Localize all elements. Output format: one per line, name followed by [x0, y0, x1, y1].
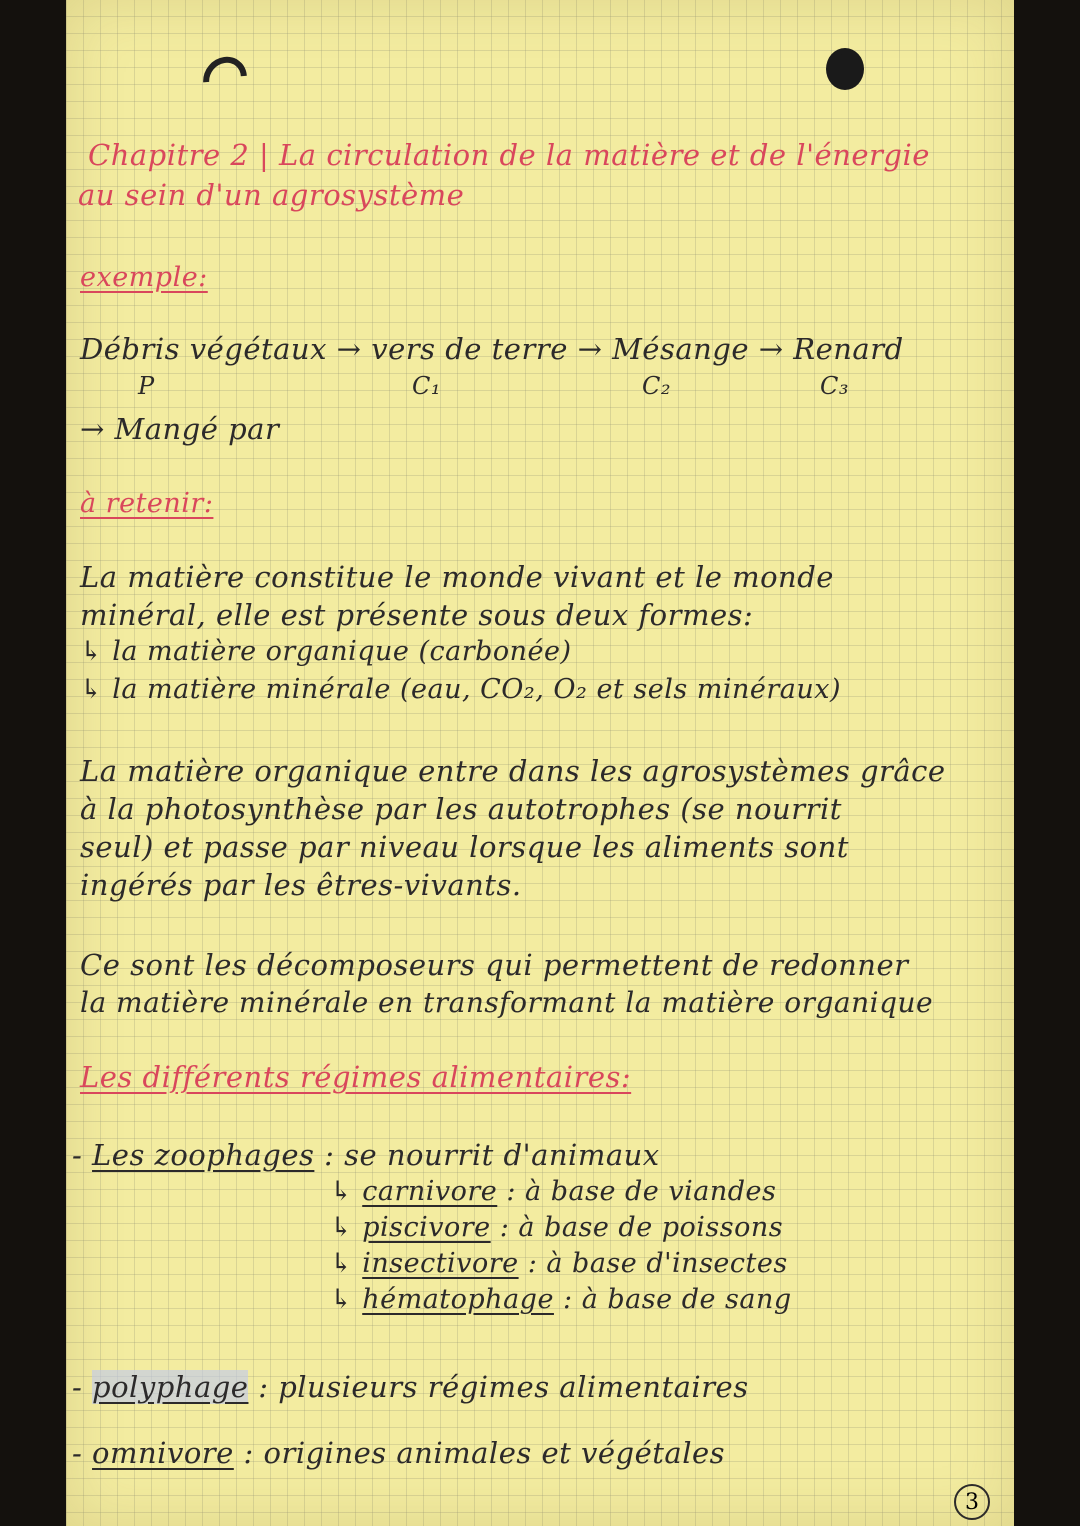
retenir-heading: à retenir: — [80, 488, 214, 519]
para1-line: seul) et passe par niveau lorsque les aliments sont — [80, 830, 849, 864]
polyphage-line: - polyphage : plusieurs régimes alimentaires — [72, 1370, 749, 1404]
chain-label-c1: C₁ — [412, 372, 441, 400]
zoophages-def: : se nourrit d'animaux — [324, 1138, 660, 1172]
diet-term: carnivore — [362, 1176, 498, 1207]
chapter-title-line1: Chapitre 2 | La circulation de la matière et de l'énergie — [88, 138, 930, 172]
diet-term: insectivore — [362, 1248, 519, 1279]
notebook-page — [66, 0, 1014, 1526]
exemple-heading: exemple: — [80, 262, 208, 293]
chain-label-p: P — [138, 372, 155, 400]
omnivore-term: omnivore — [92, 1436, 234, 1470]
regimes-heading: Les différents régimes alimentaires: — [80, 1060, 632, 1094]
retenir-line: ↳ la matière organique (carbonée) — [80, 636, 572, 667]
para1-line: La matière organique entre dans les agrosystèmes grâce — [80, 754, 946, 788]
para1-line: ingérés par les êtres-vivants. — [80, 868, 522, 902]
chain-label-c3: C₃ — [820, 372, 849, 400]
para1-line: à la photosynthèse par les autotrophes (se nourrit — [80, 792, 842, 826]
food-chain: Débris végétaux → vers de terre → Mésange → Renard — [80, 332, 904, 366]
diet-item: ↳ piscivore : à base de poissons — [330, 1212, 784, 1243]
page-number: 3 — [954, 1484, 990, 1520]
zoophages-term: Les zoophages — [92, 1138, 315, 1172]
chain-legend: → Mangé par — [80, 412, 280, 446]
retenir-line: ↳ la matière minérale (eau, CO₂, O₂ et sels minéraux) — [80, 674, 842, 705]
diet-item: ↳ hématophage : à base de sang — [330, 1284, 792, 1315]
chapter-title-line2: au sein d'un agrosystème — [78, 178, 465, 212]
zoophages-line: - Les zoophages : se nourrit d'animaux — [72, 1138, 660, 1172]
chain-label-c2: C₂ — [642, 372, 671, 400]
omnivore-line: - omnivore : origines animales et végétales — [72, 1436, 726, 1470]
diet-item: ↳ insectivore : à base d'insectes — [330, 1248, 788, 1279]
polyphage-term: polyphage — [92, 1370, 249, 1404]
retenir-line: minéral, elle est présente sous deux formes: — [80, 598, 754, 632]
para2-line: Ce sont les décomposeurs qui permettent de redonner — [80, 948, 909, 982]
diet-term: piscivore — [362, 1212, 491, 1243]
para2-line: la matière minérale en transformant la matière organique — [80, 986, 934, 1019]
diet-term: hématophage — [362, 1284, 554, 1315]
binder-hole-right — [826, 48, 864, 90]
retenir-line: La matière constitue le monde vivant et le monde — [80, 560, 834, 594]
binder-hole-left — [194, 48, 256, 110]
diet-item: ↳ carnivore : à base de viandes — [330, 1176, 777, 1207]
